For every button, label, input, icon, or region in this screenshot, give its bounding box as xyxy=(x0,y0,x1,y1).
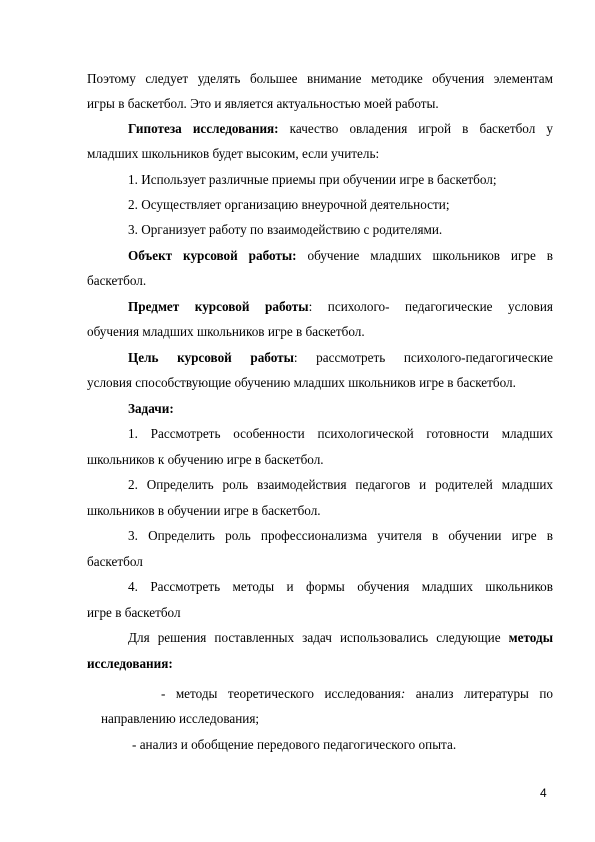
hypothesis-text: качество овладения игрой в баскетбол у xyxy=(278,121,553,136)
methods-line xyxy=(87,655,553,673)
hypothesis-item: 2. Осуществляет организацию внеурочной деятельности; xyxy=(128,197,450,212)
task-item: игре в баскетбол xyxy=(87,605,181,620)
task-item: 1. Рассмотреть особенности психологической готовности младших xyxy=(128,426,553,441)
object-label: Объект курсовой работы: xyxy=(128,248,297,263)
methods-label: методы xyxy=(508,630,553,645)
hypothesis-line xyxy=(128,120,553,138)
page-number: 4 xyxy=(540,786,547,800)
method-item: - анализ и обобщение передового педагогического опыта. xyxy=(132,737,457,752)
subject-line xyxy=(128,298,553,316)
object-text: обучение младших школьников игре в xyxy=(296,248,553,263)
subject-text: : психолого- педагогические условия xyxy=(308,299,553,314)
goal-line: условия способствующие обучению младших школьников игре в баскетбол. xyxy=(87,375,516,390)
methods-text: Для решения поставленных задач использовались следующие xyxy=(128,630,509,645)
subject-line: обучения младших школьников игре в баскетбол. xyxy=(87,324,365,339)
hypothesis-line: младших школьников будет высоким, если учитель: xyxy=(87,146,380,161)
goal-text: : рассмотреть психолого-педагогические xyxy=(293,350,553,365)
task-item: 4. Рассмотреть методы и формы обучения младших школьников xyxy=(128,579,553,594)
methods-line xyxy=(128,629,553,647)
task-item: 3. Определить роль профессионализма учителя в обучении игре в xyxy=(128,528,553,543)
method-item: - методы теоретического исследования: анализ литературы по xyxy=(161,686,553,701)
paragraph-line: игры в баскетбол. Это и является актуальностью моей работы. xyxy=(87,96,439,111)
tasks-heading: Задачи: xyxy=(128,401,174,416)
task-item: 2. Определить роль взаимодействия педагогов и родителей младших xyxy=(128,477,553,492)
object-line xyxy=(128,247,553,265)
subject-label: Предмет курсовой работы xyxy=(128,299,309,314)
method-item: направлению исследования; xyxy=(101,711,260,726)
paragraph-line: Поэтому следует уделять большее внимание методике обучения элементам xyxy=(87,71,553,86)
task-item: школьников к обучению игре в баскетбол. xyxy=(87,452,324,467)
hypothesis-item: 1. Использует различные приемы при обучении игре в баскетбол; xyxy=(128,172,497,187)
goal-line xyxy=(128,349,553,367)
hypothesis-label: Гипотеза исследования: xyxy=(128,121,279,136)
hypothesis-item: 3. Организует работу по взаимодействию с родителями. xyxy=(128,222,443,237)
task-item: школьников в обучении игре в баскетбол. xyxy=(87,503,321,518)
goal-label: Цель курсовой работы xyxy=(128,350,294,365)
methods-label: исследования: xyxy=(87,656,173,671)
object-line: баскетбол. xyxy=(87,273,147,288)
task-item: баскетбол xyxy=(87,554,143,569)
